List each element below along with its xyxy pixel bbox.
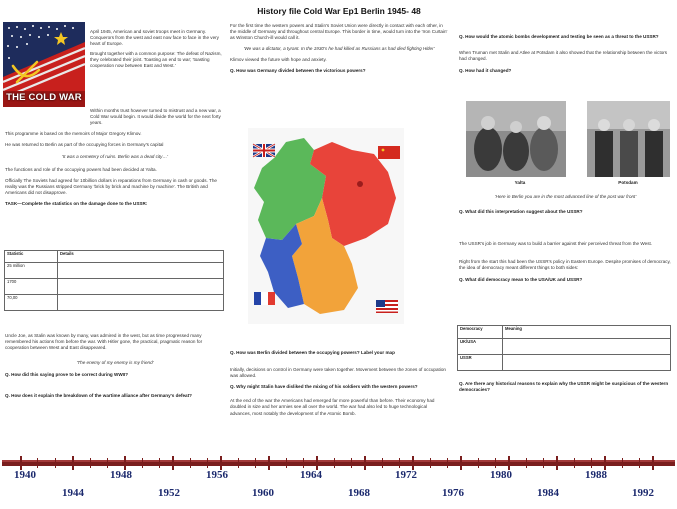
timeline-year: 1956 [206, 469, 228, 481]
timeline-year: 1976 [442, 487, 464, 499]
policy-paragraph: Right from the start this had been the USSR's policy in Eastern Europe. Despite promises of democracy, the idea of democracy meant different things to both sides: [459, 259, 671, 271]
caption-potsdam: Potsdam [618, 180, 638, 185]
uk-flag-icon [253, 144, 275, 157]
stat-cell: 25 million [5, 263, 58, 279]
right-column-middle [459, 194, 672, 284]
stat-cell: 1700 [5, 279, 58, 295]
stat-details-input[interactable] [58, 279, 224, 295]
meaning-header: Meaning [503, 326, 671, 339]
timeline [0, 455, 677, 509]
cold-war-logo [3, 22, 85, 107]
yalta-paragraph: The functions and role of the occupying powers had been decided at Yalta. [5, 166, 157, 172]
meaning-input[interactable] [503, 339, 671, 355]
klimov-paragraph: Klimov viewed the future with hope and anxiety. [230, 57, 327, 63]
yalta-photo [466, 101, 566, 177]
end-of-war-paragraph: At the end of the war the Americans had emerged far more powerful than before. Their economy had doubled in size and her armies see all over the world. The war had also led to huge technological advances, most notably the development of the Atomic Bomb. [230, 398, 435, 416]
timeline-bar [0, 455, 677, 509]
uncle-joe-paragraph: Uncle Joe, as Stalin was known by many, was admired in the west, but as time progressed many remembered his actions from before the war. With Hitler gone, the practical, pragmatic reason for cooperation between West and East disappeared. [5, 333, 203, 351]
timeline-year: 1940 [14, 469, 36, 481]
caption-yalta: Yalta [514, 180, 526, 185]
ussr-flag-icon [378, 146, 400, 159]
enemy-quote: 'The enemy of my enemy is my friend' [76, 360, 154, 366]
timeline-year: 1984 [537, 487, 559, 499]
timeline-year: 1980 [490, 469, 512, 481]
left-column [5, 108, 225, 207]
question-breakdown: Q. How does it explain the breakdown of the wartime alliance after Germany's defeat? [5, 393, 192, 399]
stat-details-input[interactable] [58, 263, 224, 279]
timeline-year: 1992 [632, 487, 654, 499]
stat-header-statistic: Statistic [5, 251, 58, 263]
question-atomic: Q. How would the atomic bombs development and testing be seen as a threat to the USSR? [459, 34, 659, 39]
right-column [459, 34, 672, 74]
question-berlin-divided: Q. How was Berlin divided between the occupying powers? Label your map [230, 350, 395, 355]
question-stalin-mixing: Q. Why might Stalin have disliked the mixing of his soldiers with the western powers? [230, 384, 418, 390]
timeline-year: 1952 [158, 487, 180, 499]
usa-flag-icon [376, 300, 398, 313]
democracy-table [457, 325, 671, 371]
question-germany-divided: Q. How was Germany divided between the victorious powers? [230, 68, 366, 74]
cemetery-quote: 'It was a cemetery of ruins. Berlin was a dead city…' [62, 154, 168, 160]
left-column-lower [5, 333, 225, 400]
memoirs-paragraph: This programme is based on the memoirs of Major Gregory Klimov. [5, 131, 142, 137]
timeline-year: 1944 [62, 487, 84, 499]
intro-paragraph-3: Within months trust however turned to mistrust and a new war, a Cold War would begin. It would divide the world for the next forty years. [90, 108, 221, 126]
stat-header-details: Details [58, 251, 224, 263]
france-flag-icon [254, 292, 275, 305]
question-interpretation: Q. What did this interpretation suggest about the USSR? [459, 209, 583, 215]
timeline-year: 1988 [585, 469, 607, 481]
returned-paragraph: He was returned to Berlin as part of the occupying forces in Germany's capital [5, 142, 164, 148]
damage-statistics-table [4, 250, 224, 311]
intro-paragraph-1: April 1945, American and soviet troops meet in Germany. Conquerors from the west and east now face to face in the very heart of Europe. [90, 29, 219, 47]
logo-text: THE COLD WAR [6, 92, 82, 103]
ussr-job-paragraph: The USSR's job in Germany was to build a barrier against their perceived threat from the West. [459, 241, 653, 247]
dictator-quote: 'We was a dictator, a tyrant. In the 1930's he had killed as Russians as had died fighting Hitler' [243, 46, 435, 52]
timeline-year: 1948 [110, 469, 132, 481]
task-heading: TASK—Complete the statistics on the damage done to the USSR: [5, 200, 148, 206]
decisions-paragraph: Initially, decisions on control in Germany were taken together. Movement between the zones of occupation was allowed. [230, 367, 446, 379]
timeline-year: 1968 [348, 487, 370, 499]
timeline-year: 1964 [300, 469, 322, 481]
reparations-paragraph: Officially The Soviets had agreed for 10billion dollars in reparations from Germany in cash or goods. The reality was the Russians stripped Germany 'brick by brick and machine by machine'. The British and Americans did not disapprove. [5, 177, 217, 195]
timeline-year: 1972 [395, 469, 417, 481]
question-saying: Q. How did this saying prove to be correct during WWII? [5, 372, 129, 378]
potsdam-photo [587, 101, 670, 177]
middle-column [230, 23, 448, 75]
question-changed: Q. How had it changed? [459, 68, 512, 74]
berlin-quote: 'Here in Berlin you are in the most advanced line of the post war front' [494, 194, 637, 199]
democracy-row-label: USSR [458, 355, 503, 371]
intro-paragraph-2: Brought together with a common purpose: The defeat of Nazism, they celebrated their joint. Toasting an end to war; 'toasting cooperation now between East and West.' [90, 51, 222, 69]
question-historical: Q. Are there any historical reasons to explain why the USSR might be suspicious of the western democracies? [459, 381, 669, 393]
potsdam-paragraph: When Truman met Stalin and Atlee at Potsdam it also showed that the relationship between the victors had changed. [459, 50, 668, 62]
page-title: History file Cold War Ep1 Berlin 1945- 48 [257, 6, 421, 16]
stat-details-input[interactable] [58, 295, 224, 311]
first-time-paragraph: For the first time the western powers and Stalin's Soviet Union were directly in contact with each other, in the middle of Germany and throughout central Europe. This border in time, would turn into the 'Iron Curtain' as Winston Church-ill would call it. [230, 23, 448, 41]
middle-column-lower [230, 350, 448, 417]
democracy-header: Democracy [458, 326, 503, 339]
stat-cell: 70,00 [5, 295, 58, 311]
meaning-input[interactable] [503, 355, 671, 371]
germany-zones-map [248, 128, 404, 324]
right-column-lower [459, 381, 672, 393]
question-democracy: Q. What did democracy mean to the USA/UK and USSR? [459, 277, 583, 283]
timeline-year: 1960 [252, 487, 274, 499]
intro-text [90, 29, 225, 70]
democracy-row-label: UK/USA [458, 339, 503, 355]
